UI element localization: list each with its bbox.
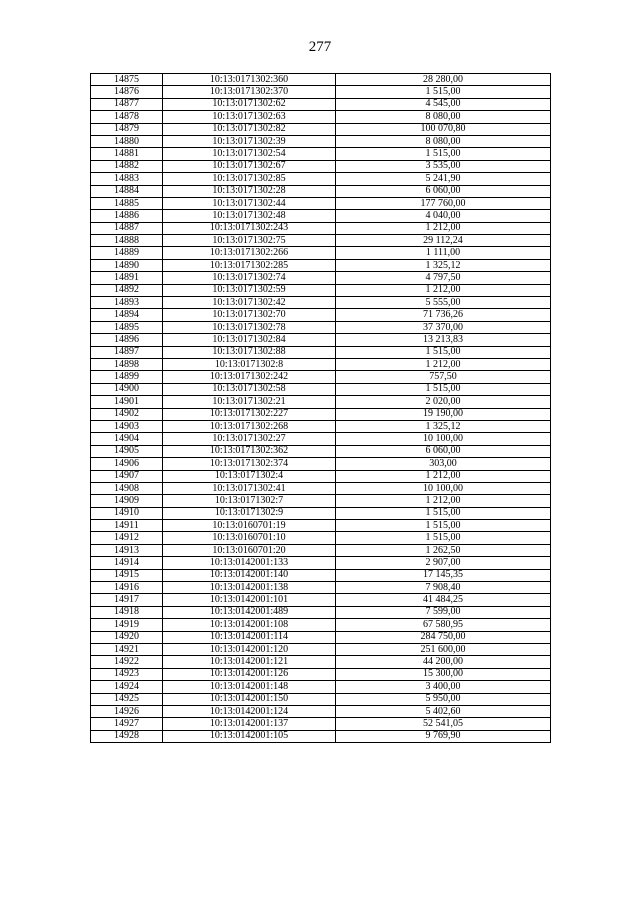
row-number-cell: 14882 <box>91 160 163 172</box>
row-number-cell: 14898 <box>91 358 163 370</box>
row-number-cell: 14925 <box>91 693 163 705</box>
row-number-cell: 14900 <box>91 383 163 395</box>
table-row <box>91 656 551 668</box>
row-number-cell: 14926 <box>91 705 163 717</box>
table-row <box>91 86 551 98</box>
value-cell: 1 515,00 <box>336 86 551 98</box>
row-number-cell: 14896 <box>91 334 163 346</box>
row-number-cell: 14888 <box>91 235 163 247</box>
cadastral-number-cell: 10:13:0171302:28 <box>163 185 336 197</box>
table-row <box>91 643 551 655</box>
cadastral-number-cell: 10:13:0142001:105 <box>163 730 336 742</box>
row-number-cell: 14912 <box>91 532 163 544</box>
value-cell: 5 402,60 <box>336 705 551 717</box>
value-cell: 1 212,00 <box>336 358 551 370</box>
row-number-cell: 14905 <box>91 445 163 457</box>
value-cell: 757,50 <box>336 371 551 383</box>
table-row <box>91 718 551 730</box>
cadastral-number-cell: 10:13:0171302:62 <box>163 98 336 110</box>
cadastral-number-cell: 10:13:0171302:42 <box>163 297 336 309</box>
page-number: 277 <box>308 39 332 55</box>
value-cell: 52 541,05 <box>336 718 551 730</box>
table-row <box>91 532 551 544</box>
table-row <box>91 520 551 532</box>
value-cell: 71 736,26 <box>336 309 551 321</box>
table-row <box>91 235 551 247</box>
cadastral-number-cell: 10:13:0171302:227 <box>163 408 336 420</box>
table-row <box>91 371 551 383</box>
cadastral-number-cell: 10:13:0142001:108 <box>163 619 336 631</box>
table-row <box>91 631 551 643</box>
row-number-cell: 14890 <box>91 259 163 271</box>
value-cell: 6 060,00 <box>336 445 551 457</box>
table-row <box>91 98 551 110</box>
value-cell: 5 241,90 <box>336 173 551 185</box>
cadastral-number-cell: 10:13:0142001:148 <box>163 681 336 693</box>
cadastral-number-cell: 10:13:0142001:138 <box>163 582 336 594</box>
row-number-cell: 14878 <box>91 111 163 123</box>
value-cell: 1 212,00 <box>336 495 551 507</box>
row-number-cell: 14924 <box>91 681 163 693</box>
cadastral-number-cell: 10:13:0160701:19 <box>163 520 336 532</box>
table-row <box>91 396 551 408</box>
cadastral-number-cell: 10:13:0171302:9 <box>163 507 336 519</box>
value-cell: 5 950,00 <box>336 693 551 705</box>
value-cell: 6 060,00 <box>336 185 551 197</box>
value-cell: 8 080,00 <box>336 111 551 123</box>
cadastral-number-cell: 10:13:0171302:70 <box>163 309 336 321</box>
row-number-cell: 14913 <box>91 544 163 556</box>
table-row <box>91 284 551 296</box>
cadastral-number-cell: 10:13:0171302:7 <box>163 495 336 507</box>
table-row <box>91 681 551 693</box>
value-cell: 2 020,00 <box>336 396 551 408</box>
table-row <box>91 606 551 618</box>
row-number-cell: 14891 <box>91 272 163 284</box>
row-number-cell: 14897 <box>91 346 163 358</box>
value-cell: 1 212,00 <box>336 470 551 482</box>
registry-table <box>90 73 551 743</box>
row-number-cell: 14916 <box>91 582 163 594</box>
row-number-cell: 14922 <box>91 656 163 668</box>
value-cell: 17 145,35 <box>336 569 551 581</box>
value-cell: 10 100,00 <box>336 433 551 445</box>
table-row <box>91 309 551 321</box>
row-number-cell: 14892 <box>91 284 163 296</box>
cadastral-number-cell: 10:13:0171302:48 <box>163 210 336 222</box>
row-number-cell: 14879 <box>91 123 163 135</box>
cadastral-number-cell: 10:13:0171302:242 <box>163 371 336 383</box>
value-cell: 67 580,95 <box>336 619 551 631</box>
value-cell: 100 070,80 <box>336 123 551 135</box>
cadastral-number-cell: 10:13:0171302:88 <box>163 346 336 358</box>
value-cell: 10 100,00 <box>336 482 551 494</box>
table-row <box>91 445 551 457</box>
table-row <box>91 185 551 197</box>
row-number-cell: 14904 <box>91 433 163 445</box>
value-cell: 28 280,00 <box>336 74 551 86</box>
cadastral-number-cell: 10:13:0171302:8 <box>163 358 336 370</box>
row-number-cell: 14921 <box>91 643 163 655</box>
row-number-cell: 14928 <box>91 730 163 742</box>
table-row <box>91 148 551 160</box>
row-number-cell: 14881 <box>91 148 163 160</box>
table-row <box>91 160 551 172</box>
row-number-cell: 14908 <box>91 482 163 494</box>
value-cell: 3 400,00 <box>336 681 551 693</box>
table-row <box>91 582 551 594</box>
row-number-cell: 14919 <box>91 619 163 631</box>
cadastral-number-cell: 10:13:0142001:140 <box>163 569 336 581</box>
row-number-cell: 14918 <box>91 606 163 618</box>
cadastral-number-cell: 10:13:0171302:63 <box>163 111 336 123</box>
table-row <box>91 272 551 284</box>
row-number-cell: 14914 <box>91 557 163 569</box>
cadastral-number-cell: 10:13:0171302:58 <box>163 383 336 395</box>
cadastral-number-cell: 10:13:0171302:285 <box>163 259 336 271</box>
cadastral-number-cell: 10:13:0171302:27 <box>163 433 336 445</box>
table-row <box>91 705 551 717</box>
row-number-cell: 14893 <box>91 297 163 309</box>
row-number-cell: 14885 <box>91 197 163 209</box>
row-number-cell: 14906 <box>91 458 163 470</box>
value-cell: 15 300,00 <box>336 668 551 680</box>
row-number-cell: 14899 <box>91 371 163 383</box>
row-number-cell: 14894 <box>91 309 163 321</box>
table-row <box>91 693 551 705</box>
cadastral-number-cell: 10:13:0171302:266 <box>163 247 336 259</box>
row-number-cell: 14911 <box>91 520 163 532</box>
value-cell: 37 370,00 <box>336 321 551 333</box>
table-row <box>91 321 551 333</box>
cadastral-number-cell: 10:13:0171302:44 <box>163 197 336 209</box>
value-cell: 4 040,00 <box>336 210 551 222</box>
value-cell: 1 515,00 <box>336 532 551 544</box>
table-row <box>91 420 551 432</box>
value-cell: 177 760,00 <box>336 197 551 209</box>
table-row <box>91 173 551 185</box>
cadastral-number-cell: 10:13:0142001:114 <box>163 631 336 643</box>
value-cell: 1 111,00 <box>336 247 551 259</box>
table-row <box>91 74 551 86</box>
row-number-cell: 14875 <box>91 74 163 86</box>
value-cell: 1 325,12 <box>336 420 551 432</box>
cadastral-number-cell: 10:13:0171302:4 <box>163 470 336 482</box>
table-row <box>91 111 551 123</box>
value-cell: 1 515,00 <box>336 346 551 358</box>
value-cell: 7 599,00 <box>336 606 551 618</box>
table-row <box>91 557 551 569</box>
cadastral-number-cell: 10:13:0171302:75 <box>163 235 336 247</box>
table-row <box>91 210 551 222</box>
value-cell: 1 515,00 <box>336 383 551 395</box>
row-number-cell: 14883 <box>91 173 163 185</box>
cadastral-number-cell: 10:13:0171302:54 <box>163 148 336 160</box>
row-number-cell: 14927 <box>91 718 163 730</box>
value-cell: 2 907,00 <box>336 557 551 569</box>
cadastral-number-cell: 10:13:0142001:137 <box>163 718 336 730</box>
cadastral-number-cell: 10:13:0171302:243 <box>163 222 336 234</box>
value-cell: 9 769,90 <box>336 730 551 742</box>
row-number-cell: 14887 <box>91 222 163 234</box>
value-cell: 7 908,40 <box>336 582 551 594</box>
value-cell: 13 213,83 <box>336 334 551 346</box>
cadastral-number-cell: 10:13:0171302:74 <box>163 272 336 284</box>
table-row <box>91 619 551 631</box>
cadastral-number-cell: 10:13:0142001:101 <box>163 594 336 606</box>
table-row <box>91 259 551 271</box>
table-row <box>91 730 551 742</box>
table-row <box>91 482 551 494</box>
value-cell: 1 515,00 <box>336 148 551 160</box>
row-number-cell: 14880 <box>91 135 163 147</box>
table-row <box>91 334 551 346</box>
row-number-cell: 14915 <box>91 569 163 581</box>
cadastral-number-cell: 10:13:0142001:489 <box>163 606 336 618</box>
cadastral-number-cell: 10:13:0171302:362 <box>163 445 336 457</box>
cadastral-number-cell: 10:13:0171302:374 <box>163 458 336 470</box>
cadastral-number-cell: 10:13:0160701:10 <box>163 532 336 544</box>
table-row <box>91 470 551 482</box>
row-number-cell: 14909 <box>91 495 163 507</box>
cadastral-number-cell: 10:13:0171302:360 <box>163 74 336 86</box>
table-row <box>91 123 551 135</box>
registry-table-body <box>91 74 551 743</box>
row-number-cell: 14886 <box>91 210 163 222</box>
value-cell: 29 112,24 <box>336 235 551 247</box>
value-cell: 303,00 <box>336 458 551 470</box>
cadastral-number-cell: 10:13:0142001:150 <box>163 693 336 705</box>
cadastral-number-cell: 10:13:0171302:268 <box>163 420 336 432</box>
cadastral-number-cell: 10:13:0171302:59 <box>163 284 336 296</box>
table-row <box>91 569 551 581</box>
value-cell: 5 555,00 <box>336 297 551 309</box>
table-row <box>91 507 551 519</box>
table-row <box>91 297 551 309</box>
value-cell: 4 797,50 <box>336 272 551 284</box>
value-cell: 284 750,00 <box>336 631 551 643</box>
value-cell: 3 535,00 <box>336 160 551 172</box>
row-number-cell: 14889 <box>91 247 163 259</box>
row-number-cell: 14907 <box>91 470 163 482</box>
table-row <box>91 346 551 358</box>
value-cell: 1 262,50 <box>336 544 551 556</box>
table-row <box>91 458 551 470</box>
cadastral-number-cell: 10:13:0171302:370 <box>163 86 336 98</box>
cadastral-number-cell: 10:13:0171302:78 <box>163 321 336 333</box>
row-number-cell: 14876 <box>91 86 163 98</box>
value-cell: 1 515,00 <box>336 507 551 519</box>
table-row <box>91 544 551 556</box>
value-cell: 41 484,25 <box>336 594 551 606</box>
table-row <box>91 383 551 395</box>
cadastral-number-cell: 10:13:0171302:82 <box>163 123 336 135</box>
cadastral-number-cell: 10:13:0142001:121 <box>163 656 336 668</box>
row-number-cell: 14877 <box>91 98 163 110</box>
cadastral-number-cell: 10:13:0142001:133 <box>163 557 336 569</box>
row-number-cell: 14910 <box>91 507 163 519</box>
value-cell: 251 600,00 <box>336 643 551 655</box>
value-cell: 1 212,00 <box>336 284 551 296</box>
row-number-cell: 14923 <box>91 668 163 680</box>
row-number-cell: 14917 <box>91 594 163 606</box>
cadastral-number-cell: 10:13:0142001:120 <box>163 643 336 655</box>
cadastral-number-cell: 10:13:0142001:124 <box>163 705 336 717</box>
row-number-cell: 14902 <box>91 408 163 420</box>
table-row <box>91 408 551 420</box>
row-number-cell: 14920 <box>91 631 163 643</box>
value-cell: 1 325,12 <box>336 259 551 271</box>
value-cell: 4 545,00 <box>336 98 551 110</box>
table-row <box>91 668 551 680</box>
cadastral-number-cell: 10:13:0171302:84 <box>163 334 336 346</box>
cadastral-number-cell: 10:13:0171302:67 <box>163 160 336 172</box>
table-row <box>91 247 551 259</box>
cadastral-number-cell: 10:13:0171302:41 <box>163 482 336 494</box>
cadastral-number-cell: 10:13:0171302:21 <box>163 396 336 408</box>
value-cell: 8 080,00 <box>336 135 551 147</box>
value-cell: 1 515,00 <box>336 520 551 532</box>
table-row <box>91 135 551 147</box>
value-cell: 1 212,00 <box>336 222 551 234</box>
row-number-cell: 14901 <box>91 396 163 408</box>
cadastral-number-cell: 10:13:0171302:39 <box>163 135 336 147</box>
cadastral-number-cell: 10:13:0171302:85 <box>163 173 336 185</box>
table-row <box>91 594 551 606</box>
value-cell: 19 190,00 <box>336 408 551 420</box>
cadastral-number-cell: 10:13:0142001:126 <box>163 668 336 680</box>
table-row <box>91 358 551 370</box>
cadastral-number-cell: 10:13:0160701:20 <box>163 544 336 556</box>
table-row <box>91 433 551 445</box>
row-number-cell: 14903 <box>91 420 163 432</box>
row-number-cell: 14884 <box>91 185 163 197</box>
table-row <box>91 495 551 507</box>
table-row <box>91 222 551 234</box>
value-cell: 44 200,00 <box>336 656 551 668</box>
row-number-cell: 14895 <box>91 321 163 333</box>
table-row <box>91 197 551 209</box>
